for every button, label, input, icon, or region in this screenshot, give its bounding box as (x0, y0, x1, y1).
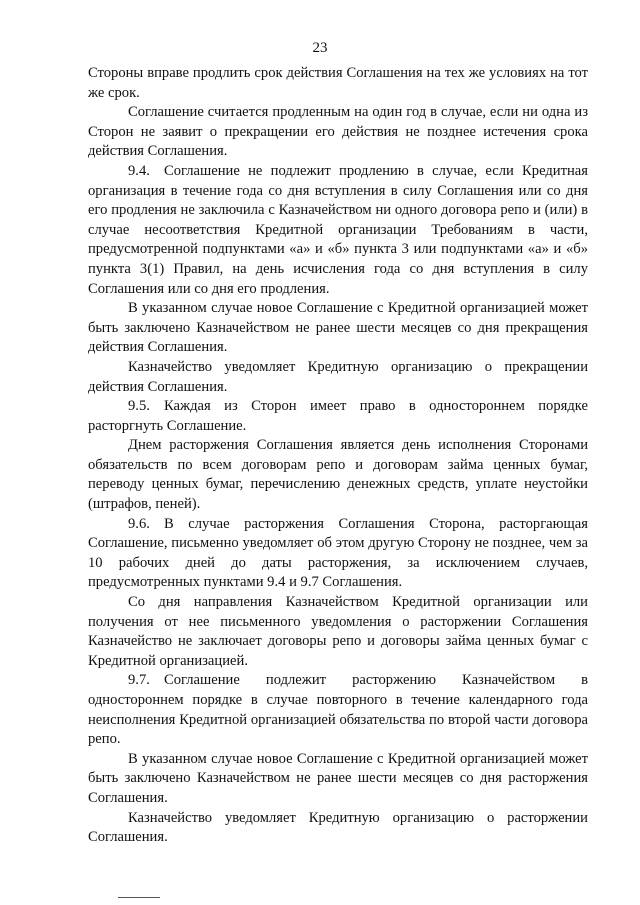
paragraph-text: Соглашение подлежит расторжению Казначейством в одностороннем порядке в случае повторного в течение календарного года неисполнения Кредитной организацией обязательства по второй части договора репо. (88, 672, 588, 748)
paragraph-text: Стороны вправе продлить срок действия Соглашения на тех же условиях на тот же срок. (88, 65, 588, 101)
paragraph (88, 64, 588, 103)
paragraph (88, 750, 588, 809)
section-number: 9.4. (128, 162, 150, 179)
paragraph-text: В случае расторжения Соглашения Сторона, расторгающая Соглашение, письменно уведомляет об этом другую Сторону не позднее, чем за 10 рабочих дней до даты расторжения, за исключением случаев, предусмотренных пунктами 9.4 и 9.7 Соглашения. (88, 515, 588, 591)
paragraph-text: В указанном случае новое Соглашение с Кредитной организацией может быть заключено Казначейством не ранее шести месяцев со дня расторжения Соглашения. (88, 750, 588, 806)
paragraph (88, 358, 588, 397)
paragraph-text: Каждая из Сторон имеет право в одностороннем порядке расторгнуть Соглашение. (88, 398, 588, 434)
section-number: 9.5. (128, 398, 150, 415)
paragraph (88, 593, 588, 671)
paragraph-text: Соглашение не подлежит продлению в случае, если Кредитная организация в течение года со дня вступления в силу Соглашения или со дня его продления не заключила с Казначейством ни одного договора репо и (или) в случае несоответствия Кредитной организации Требованиям в части, предусмотренной подпунктами «а» и «б» пункта 3 или подпунктами «а» и «б» пункта 3(1) Правил, на день исчисления года со дня вступления в силу Соглашения или со дня его продления. (88, 162, 588, 297)
page-number: 23 (312, 40, 328, 56)
section-number: 9.7. (128, 672, 150, 689)
section-paragraph (88, 671, 588, 749)
paragraph-text: Соглашение считается продленным на один год в случае, если ни одна из Сторон не заявит о прекращении его действия не позднее истечения срока действия Соглашения. (88, 104, 588, 160)
section-number: 9.6. (128, 515, 150, 532)
section-paragraph (88, 397, 588, 436)
paragraph-text: В указанном случае новое Соглашение с Кредитной организацией может быть заключено Казначейством не ранее шести месяцев со дня прекращения действия Соглашения. (88, 300, 588, 356)
paragraph (88, 809, 588, 848)
paragraph (88, 436, 588, 514)
paragraph-text: Казначейство уведомляет Кредитную организацию о расторжении Соглашения. (88, 809, 588, 846)
section-paragraph (88, 162, 588, 299)
paragraph (88, 299, 588, 358)
document-body (88, 64, 588, 848)
paragraph-text: Днем расторжения Соглашения является день исполнения Сторонами обязательств по всем договорам репо и договорам займа ценных бумаг, переводу ценных бумаг, перечислению денежных средств, уплате неустойки (штрафов, пеней). (88, 437, 588, 513)
paragraph-text: Казначейство уведомляет Кредитную организацию о прекращении действия Соглашения. (88, 358, 588, 395)
paragraph (88, 103, 588, 162)
scan-mark-line (118, 897, 160, 898)
section-paragraph (88, 515, 588, 593)
paragraph-text: Со дня направления Казначейством Кредитной организации или получения от нее письменного уведомления о расторжении Соглашения Казначейство не заключает договоры репо и договоры займа ценных бумаг с Кредитной организацией. (88, 594, 588, 669)
